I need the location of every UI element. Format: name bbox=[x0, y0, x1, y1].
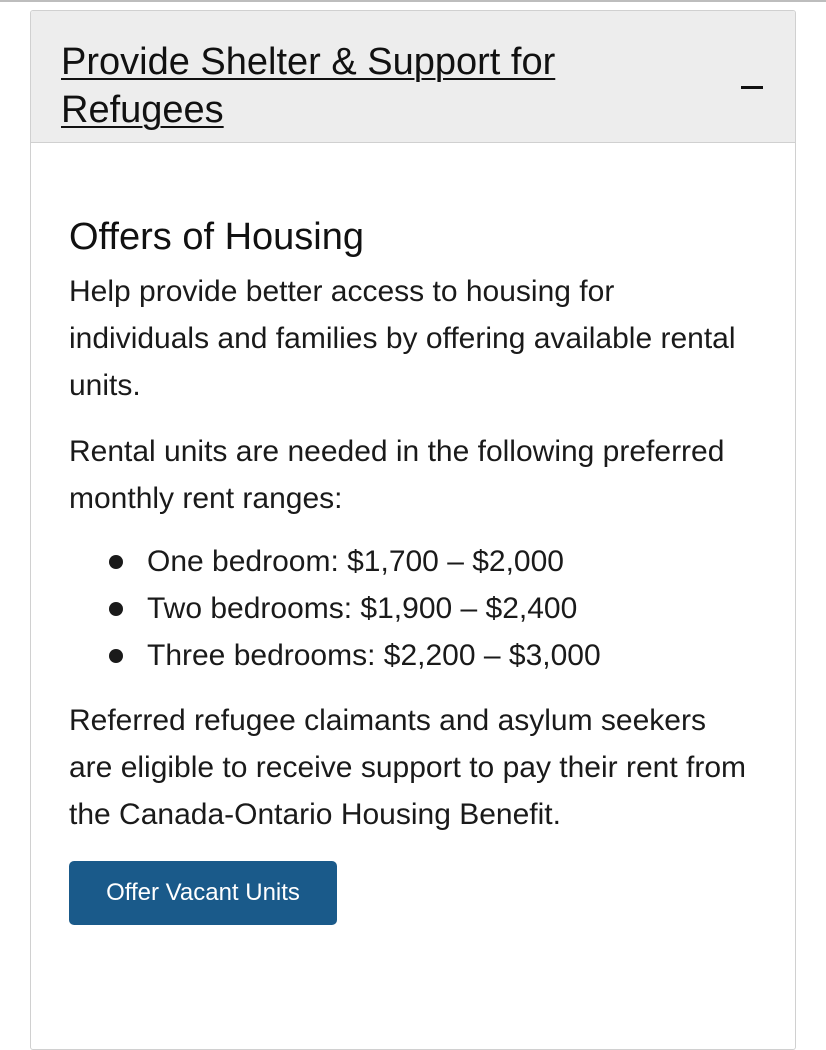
rent-range-item bbox=[69, 538, 757, 585]
section-heading: Offers of Housing bbox=[69, 216, 365, 258]
rent-range-list bbox=[69, 538, 757, 679]
rent-range-text: One bedroom: $1,700 – $2,000 bbox=[147, 545, 564, 578]
rent-range-text: Three bedrooms: $2,200 – $3,000 bbox=[147, 639, 601, 672]
intro-paragraph: Help provide better access to housing for individuals and families by offering available rental units. bbox=[69, 275, 736, 402]
top-divider bbox=[0, 0, 826, 2]
accordion-body bbox=[31, 143, 795, 925]
rent-range-item bbox=[69, 585, 757, 632]
offer-vacant-units-button[interactable]: Offer Vacant Units bbox=[69, 861, 337, 925]
accordion-header[interactable] bbox=[31, 11, 795, 143]
rent-range-text: Two bedrooms: $1,900 – $2,400 bbox=[147, 592, 578, 625]
rent-range-item bbox=[69, 632, 757, 679]
bullet-icon bbox=[109, 555, 123, 569]
ranges-intro-paragraph: Rental units are needed in the following preferred monthly rent ranges: bbox=[69, 435, 725, 515]
eligibility-paragraph: Referred refugee claimants and asylum seekers are eligible to receive support to pay their rent from the Canada-Ontario Housing Benefit. bbox=[69, 704, 747, 831]
minus-icon[interactable] bbox=[739, 53, 767, 93]
accordion-panel bbox=[30, 10, 796, 1050]
bullet-icon bbox=[109, 602, 123, 616]
accordion-title[interactable]: Provide Shelter & Support for Refugees bbox=[61, 41, 556, 131]
bullet-icon bbox=[109, 649, 123, 663]
